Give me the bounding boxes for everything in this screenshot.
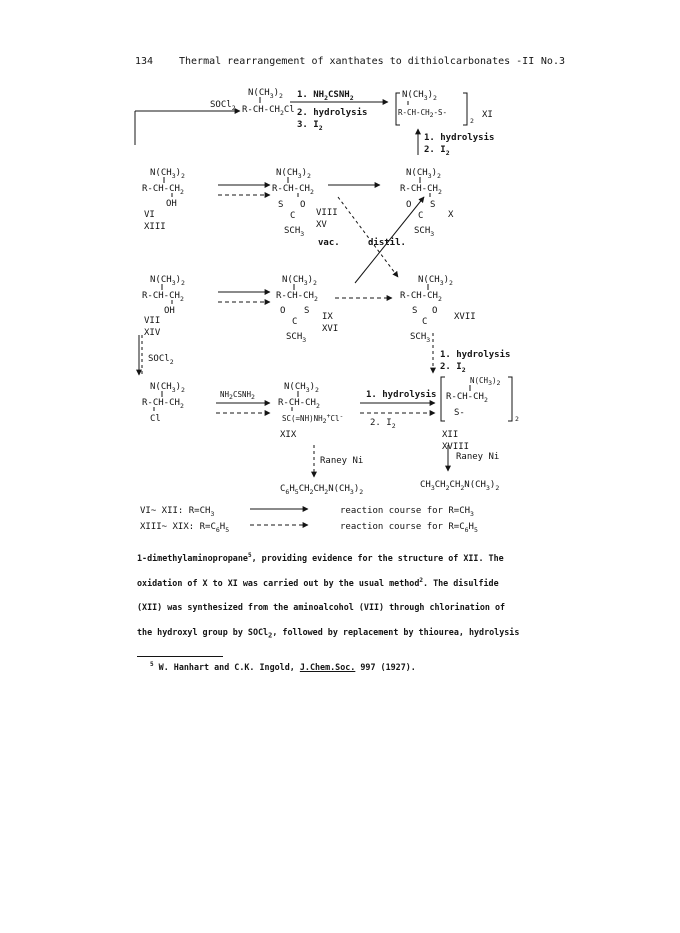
legend-row1-label: VI~ XII: $R=CH_3$ bbox=[140, 506, 215, 518]
svg-text:vac.: vac. bbox=[318, 238, 340, 248]
issue-number: No.3 bbox=[540, 56, 565, 67]
svg-text:2: 2 bbox=[515, 415, 519, 423]
svg-text:2. I2: 2. $I_2$ bbox=[370, 418, 396, 430]
svg-text:distil.: distil. bbox=[368, 238, 406, 248]
svg-text:SCH3: $SCH_3$ bbox=[284, 226, 305, 238]
svg-text:N(CH3)2: $N(CH_3)_2$ bbox=[276, 168, 311, 180]
svg-text:N(CH3)2: $N(CH_3)_2$ bbox=[284, 382, 319, 394]
svg-text:O: O bbox=[300, 200, 306, 210]
body-line: 1-dimethylaminopropane$^5$, providing evidence for the structure of XII. The bbox=[137, 552, 504, 563]
label-vii: VII bbox=[144, 316, 161, 326]
svg-text:3. I2: 3. $I_2$ bbox=[297, 120, 323, 132]
footnote-citation: 997 (1927). bbox=[355, 662, 416, 672]
svg-text:1. hydrolysis: 1. hydrolysis bbox=[424, 133, 495, 143]
footnote-journal: J.Chem.Soc. bbox=[299, 662, 356, 672]
bracket-xii-left bbox=[441, 377, 445, 421]
svg-text:C: C bbox=[422, 317, 428, 327]
svg-text:SOCl2: SOCl$_2$ bbox=[148, 354, 174, 366]
svg-text:S: S bbox=[304, 306, 310, 316]
bracket-xi-right bbox=[463, 93, 467, 125]
svg-text:2. I2: 2. $I_2$ bbox=[424, 145, 450, 157]
footnote-marker: 5 bbox=[150, 661, 154, 669]
svg-text:R-CH-CH2: $R-CH-CH_2$ bbox=[276, 291, 318, 303]
svg-text:R-CH-CH2: $R-CH-CH_2$ bbox=[142, 398, 184, 410]
svg-text:SC(=NH)NH2+Cl-: SC(=NH)NH2+Cl- bbox=[282, 412, 344, 425]
page-number: 134 bbox=[135, 56, 154, 67]
bracket-xii-right bbox=[508, 377, 512, 421]
svg-text:SCH3: $SCH_3$ bbox=[286, 332, 307, 344]
label-xix: XIX bbox=[280, 430, 297, 440]
svg-text:R-CH-CH2: $R-CH-CH_2$ bbox=[142, 291, 184, 303]
svg-text:R-CH-CH2: $R-CH-CH_2$ bbox=[400, 184, 442, 196]
legend-row2-label: XIII~ XIX: $R=C_6H_5$ bbox=[140, 522, 230, 534]
label-xvii: XVII bbox=[454, 312, 476, 322]
running-title: Thermal rearrangement of xanthates to dithiolcarbonates -II bbox=[179, 56, 535, 67]
svg-text:S-: S- bbox=[454, 408, 465, 418]
svg-text:R-CH-CH2: $R-CH-CH_2$ bbox=[446, 392, 488, 404]
svg-text:R-CH-CH2: $R-CH-CH_2$ bbox=[278, 398, 320, 410]
svg-text:R-CH-CH2: $R-CH-CH_2$ bbox=[272, 184, 314, 196]
label-vi: VI bbox=[144, 210, 155, 220]
footnote-authors: W. Hanhart and C.K. Ingold, bbox=[158, 662, 300, 672]
svg-text:N(CH3)2: $N(CH_3)_2$ bbox=[150, 168, 185, 180]
svg-text:OH: OH bbox=[166, 199, 177, 209]
running-header bbox=[135, 56, 565, 70]
label-xviii: XVIII bbox=[442, 442, 470, 452]
svg-text:CH3CH2CH2N(CH3)2: $CH_3CH_2CH_2N(CH_3)_2$ bbox=[420, 480, 500, 492]
svg-text:S: S bbox=[430, 200, 436, 210]
label-xiv: XIV bbox=[144, 328, 161, 338]
legend-row2-text: reaction course for $R=C_6H_5$ bbox=[340, 522, 478, 534]
svg-text:SOCl2: SOCl$_2$ bbox=[210, 100, 236, 112]
svg-text:NH2CSNH2: NH2CSNH2 bbox=[220, 390, 255, 401]
svg-text:2. I2: 2. $I_2$ bbox=[440, 362, 466, 374]
reaction-scheme bbox=[130, 85, 570, 540]
svg-text:1. NH2CSNH2: 1. $NH_2CSNH_2$ bbox=[297, 90, 354, 102]
svg-text:N(CH3)2: $N(CH_3)_2$ bbox=[150, 275, 185, 287]
svg-text:R-CH-CH2-S-: R-CH-CH2-S- bbox=[398, 108, 448, 119]
svg-text:C: C bbox=[290, 211, 296, 221]
svg-text:Cl: Cl bbox=[150, 414, 161, 424]
svg-text:Raney Ni: Raney Ni bbox=[320, 456, 364, 466]
svg-text:O: O bbox=[406, 200, 412, 210]
svg-text:C6H5CH2CH2N(CH3)2: $C_6H_5CH_2CH_2N(CH_3)_2$ bbox=[280, 484, 364, 496]
svg-text:O: O bbox=[432, 306, 438, 316]
svg-text:SCH3: $SCH_3$ bbox=[414, 226, 435, 238]
label-xv: XV bbox=[316, 220, 327, 230]
body-line: oxidation of X to XI was carried out by the usual method$^2$. The disulfide bbox=[137, 576, 499, 588]
arrow-xv-to-xvii bbox=[338, 197, 398, 277]
svg-text:R-CH-CH2Cl: $R-CH-CH_2Cl$ bbox=[242, 105, 295, 117]
svg-text:2. hydrolysis: 2. hydrolysis bbox=[297, 108, 368, 118]
body-line: (XII) was synthesized from the aminoalcohol (VII) through chlorination of bbox=[137, 602, 506, 613]
label-x: X bbox=[448, 210, 454, 220]
footnote-rule bbox=[137, 656, 223, 657]
legend-row1-text: reaction course for $R=CH_3$ bbox=[340, 506, 474, 518]
label-viii: VIII bbox=[316, 208, 338, 218]
label-xi: XI bbox=[482, 110, 493, 120]
svg-text:N(CH3)2: N(CH3)2 bbox=[470, 376, 501, 387]
svg-text:S: S bbox=[412, 306, 418, 316]
body-paragraph bbox=[137, 546, 547, 648]
chloro-amine-top: $N(CH_3)_2$ bbox=[248, 88, 283, 100]
svg-text:N(CH3)2: $N(CH_3)_2$ bbox=[282, 275, 317, 287]
svg-text:C: C bbox=[292, 317, 298, 327]
svg-text:OH: OH bbox=[164, 306, 175, 316]
svg-text:S: S bbox=[278, 200, 284, 210]
label-xiii: XIII bbox=[144, 222, 166, 232]
label-xvi: XVI bbox=[322, 324, 339, 334]
svg-text:N(CH3)2: $N(CH_3)_2$ bbox=[406, 168, 441, 180]
footnote bbox=[150, 662, 550, 672]
label-xii: XII bbox=[442, 430, 459, 440]
svg-text:1. hydrolysis: 1. hydrolysis bbox=[366, 390, 437, 400]
svg-text:SCH3: $SCH_3$ bbox=[410, 332, 431, 344]
svg-text:1. hydrolysis: 1. hydrolysis bbox=[440, 350, 511, 360]
svg-text:O: O bbox=[280, 306, 286, 316]
svg-text:C: C bbox=[418, 211, 424, 221]
svg-text:N(CH3)2: $N(CH_3)_2$ bbox=[418, 275, 453, 287]
svg-text:R-CH-CH2: $R-CH-CH_2$ bbox=[400, 291, 442, 303]
svg-text:2: 2 bbox=[470, 117, 474, 125]
svg-text:N(CH3)2: $N(CH_3)_2$ bbox=[150, 382, 185, 394]
label-ix: IX bbox=[322, 312, 333, 322]
body-line: the hydroxyl group by SOCl$_2$, followed by replacement by thiourea, hydrolysis bbox=[137, 626, 520, 640]
svg-text:Raney Ni: Raney Ni bbox=[456, 452, 500, 462]
disulfide-xi: $N(CH_3)_2$ bbox=[402, 90, 437, 102]
svg-text:R-CH-CH2: $R-CH-CH_2$ bbox=[142, 184, 184, 196]
